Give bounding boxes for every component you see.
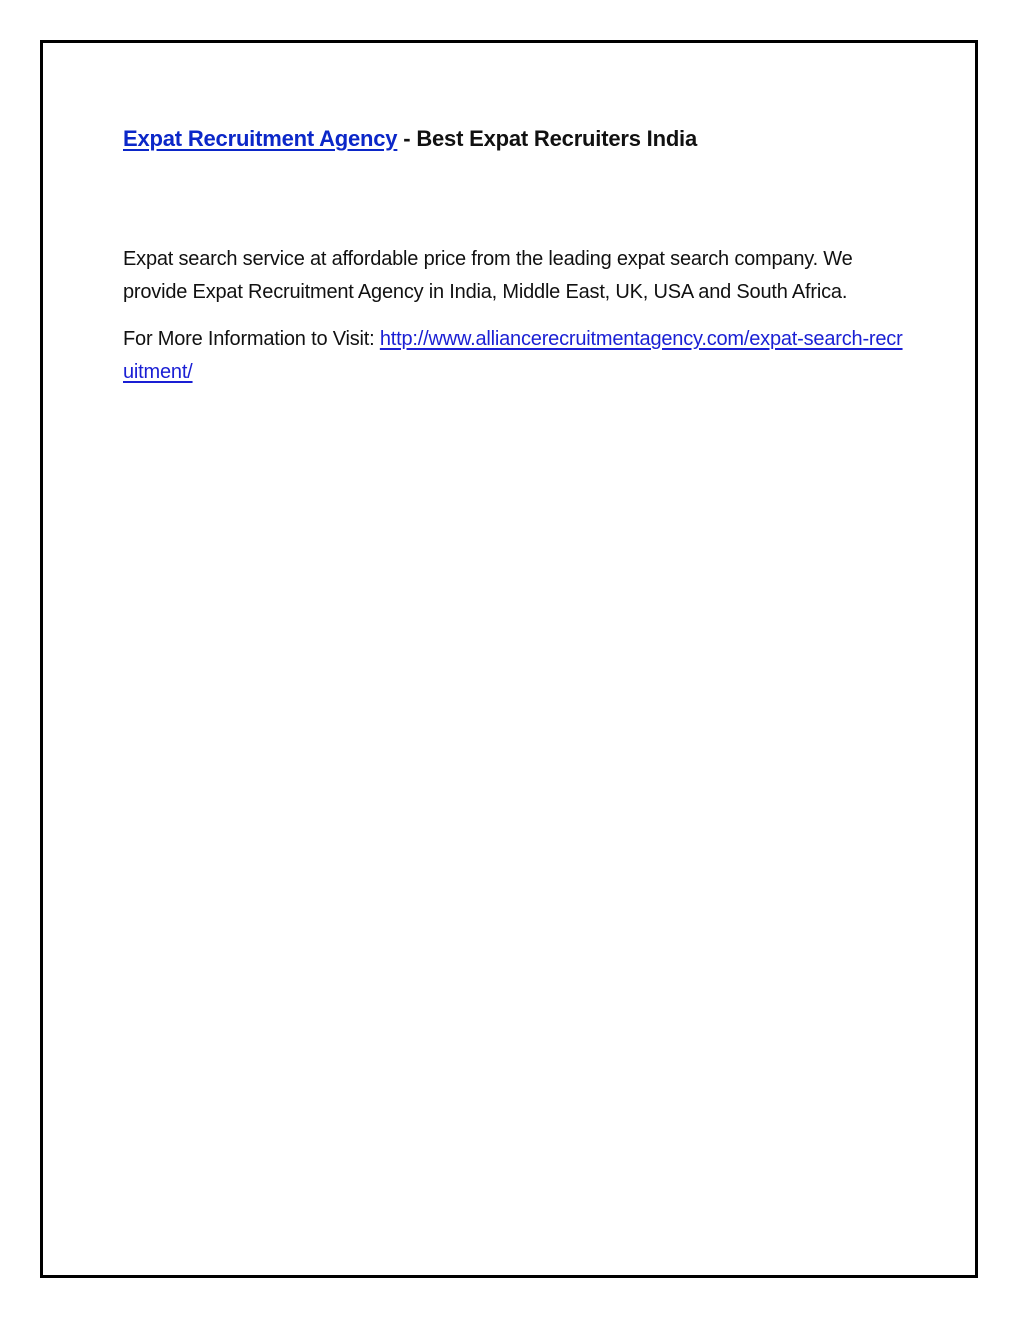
more-info-label: For More Information to Visit: (123, 328, 380, 350)
more-info-url-link[interactable]: http://www.alliancerecruitmentagency.com/expat-search-recruitment/ (123, 328, 903, 383)
heading-link-expat-recruitment-agency[interactable]: Expat Recruitment Agency (123, 126, 398, 151)
page-frame (40, 40, 978, 1278)
body-paragraph: Expat search service at affordable price from the leading expat search company. We provide Expat Recruitment Agency in India, Middle East, UK, USA and South Africa. (123, 248, 853, 303)
heading-separator: - (397, 126, 417, 151)
heading-subtitle: Best Expat Recruiters India (416, 126, 698, 151)
document-content (123, 123, 923, 389)
more-info-paragraph (123, 323, 913, 389)
document-heading (123, 123, 923, 155)
